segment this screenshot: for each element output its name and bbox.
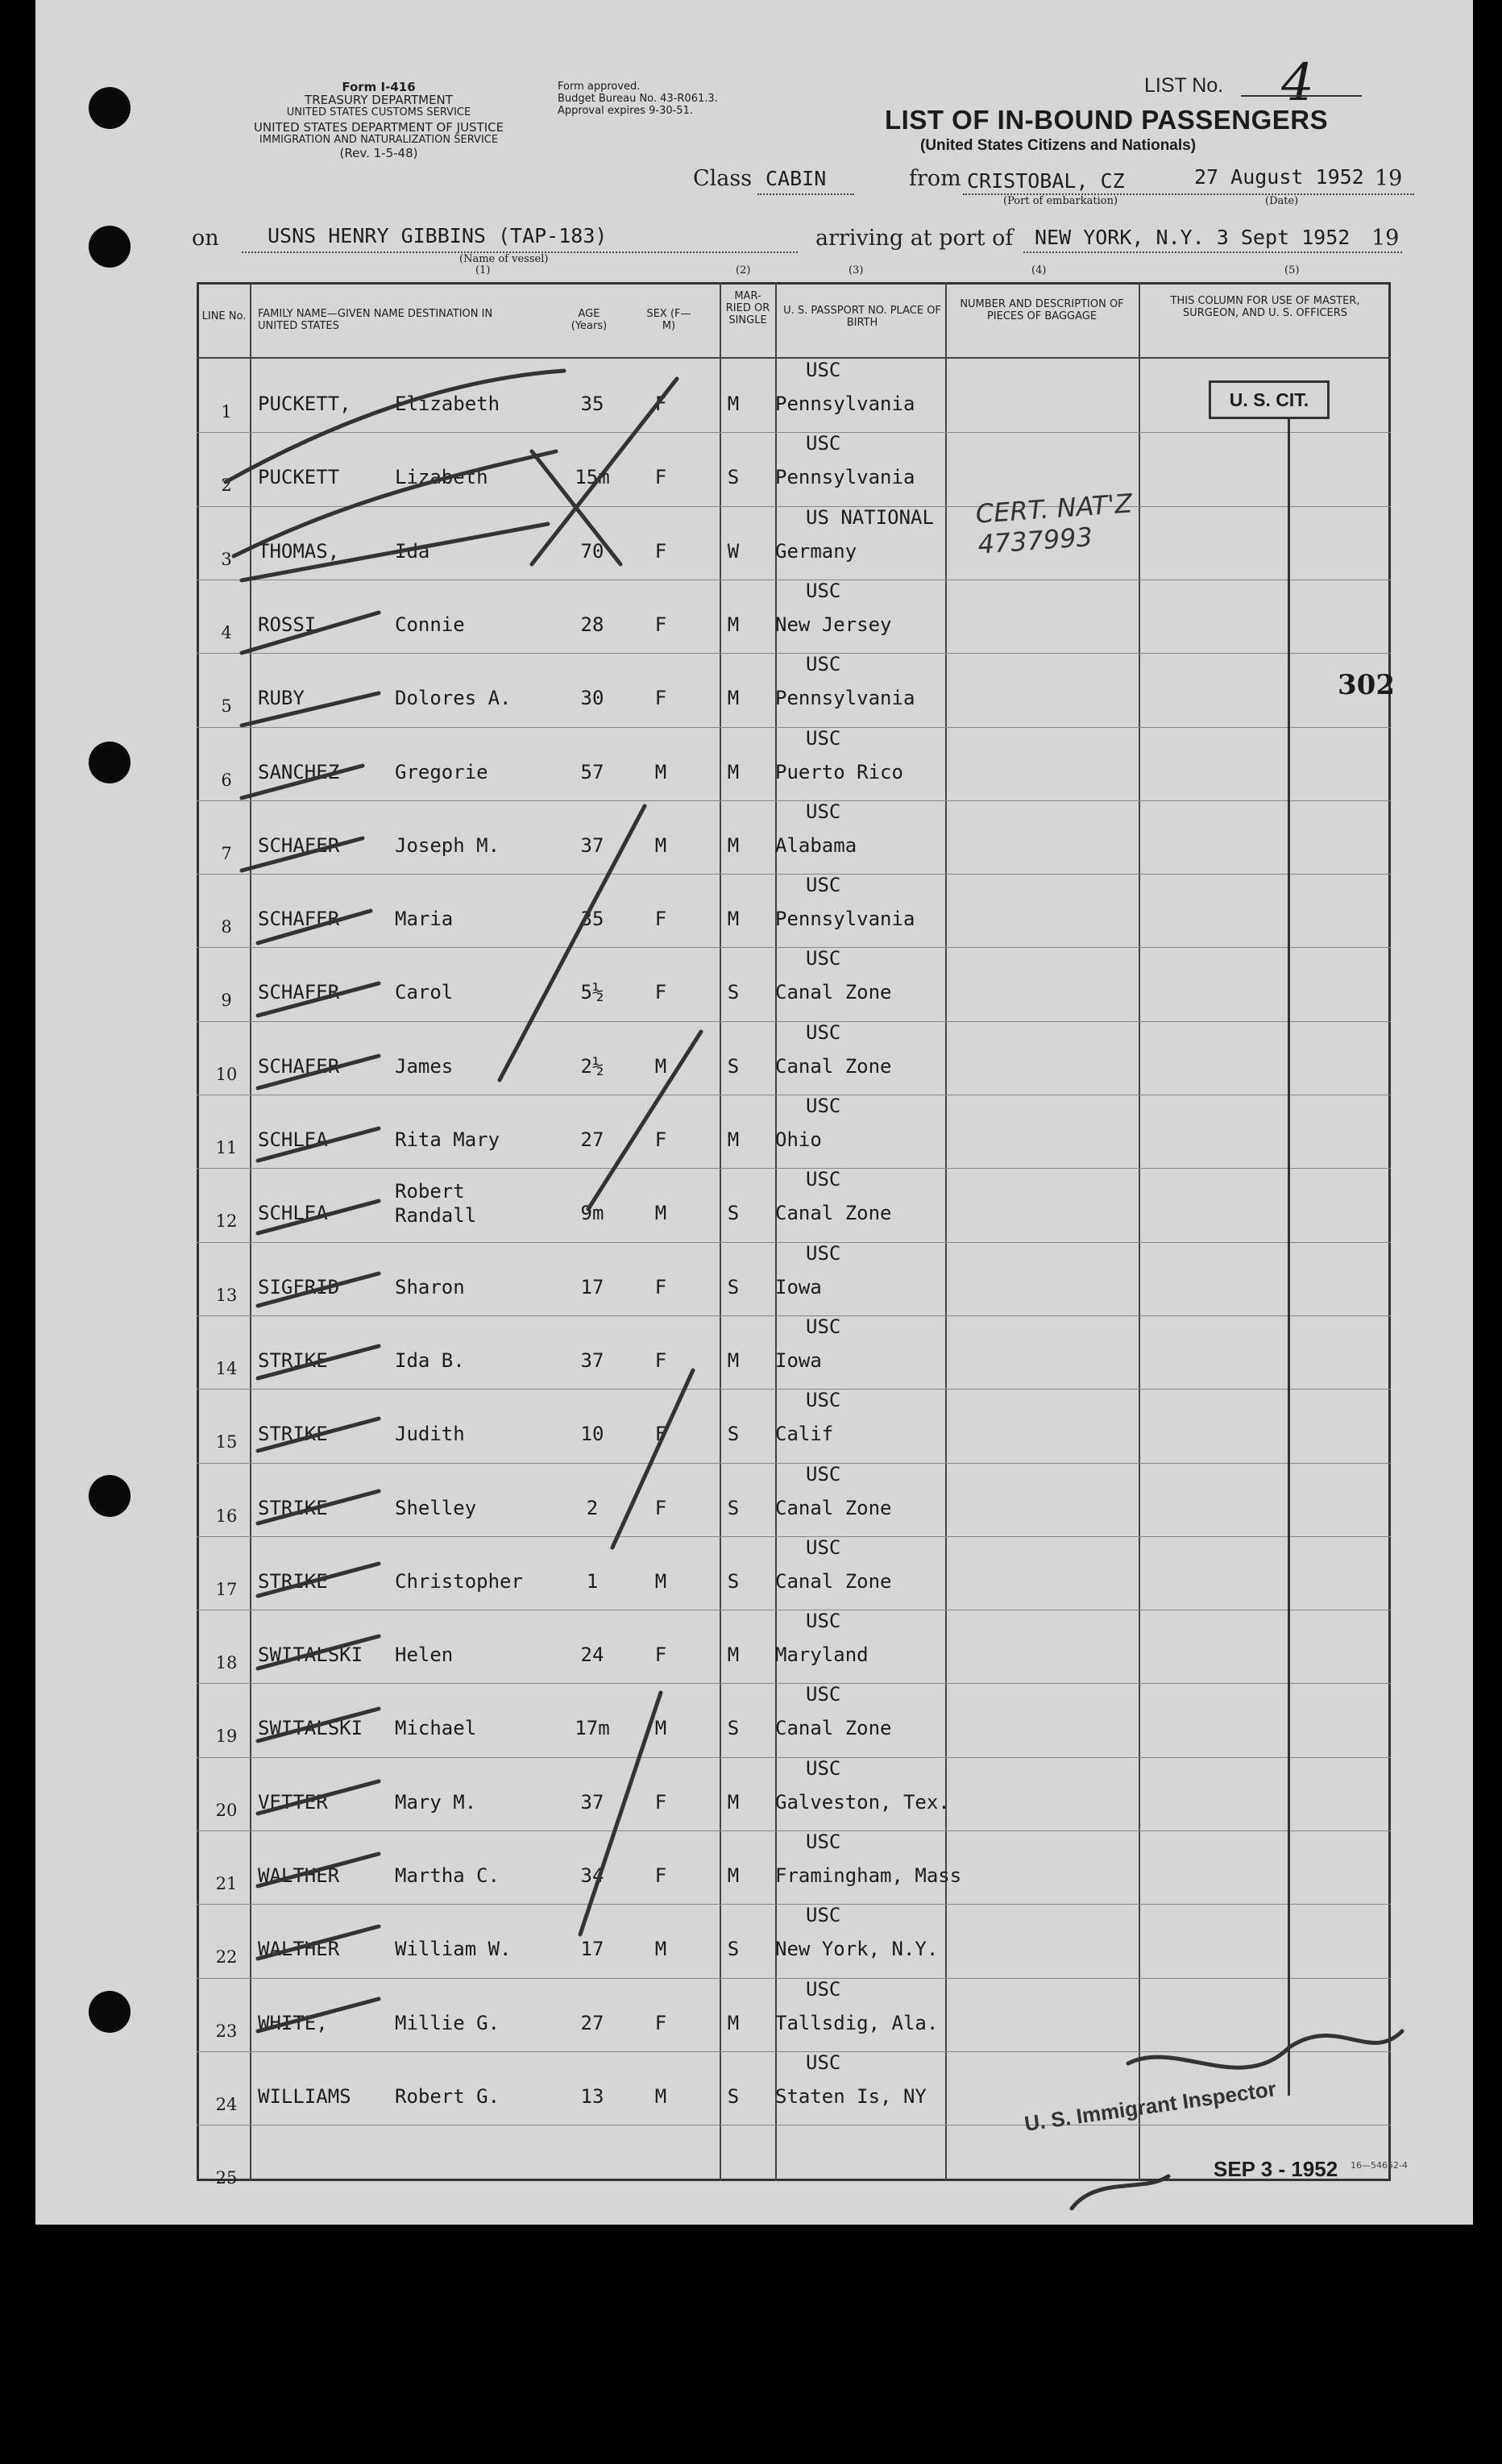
family-name: SCHAFER xyxy=(258,833,340,857)
page-title: LIST OF IN-BOUND PASSENGERS xyxy=(885,105,1329,135)
marital-status: S xyxy=(727,1938,740,1961)
age: 17m xyxy=(575,1717,610,1740)
marital-status: M xyxy=(727,1643,740,1667)
table-row xyxy=(0,1757,1502,1830)
line-number: 13 xyxy=(215,1285,238,1305)
given-name: Martha C. xyxy=(395,1864,500,1887)
column-check-line xyxy=(1288,419,1290,2096)
place-of-birth: Canal Zone xyxy=(775,1054,892,1078)
place-of-birth: New Jersey xyxy=(775,613,892,636)
marital-status: S xyxy=(727,1202,740,1225)
line-number: 21 xyxy=(215,1874,238,1893)
place-of-birth: New York, N.Y. xyxy=(775,1938,939,1961)
place-of-birth: Galveston, Tex. xyxy=(775,1790,950,1814)
cert-label: CERT. NAT'Z xyxy=(974,488,1134,530)
arrival-port: NEW YORK, N.Y. 3 Sept 1952 xyxy=(1035,226,1351,249)
table-row xyxy=(0,1904,1502,1977)
passport-status: USC xyxy=(806,947,841,970)
sex: F xyxy=(654,1496,667,1519)
marital-status: M xyxy=(727,1790,740,1814)
table-row xyxy=(0,1242,1502,1315)
age: 2½ xyxy=(580,1054,604,1078)
arrival-year: 19 xyxy=(1371,226,1400,251)
place-of-birth: Pennsylvania xyxy=(775,687,915,710)
list-number-label: LIST No. xyxy=(1144,74,1224,97)
age: 27 xyxy=(580,2011,604,2034)
place-of-birth: Iowa xyxy=(775,1275,822,1298)
given-name: Lizabeth xyxy=(395,466,488,489)
sex: F xyxy=(654,1790,667,1814)
class-underline xyxy=(757,193,854,195)
dept-justice: UNITED STATES DEPARTMENT OF JUSTICE xyxy=(253,120,504,135)
place-of-birth: Germany xyxy=(775,539,857,563)
given-name: Michael xyxy=(395,1717,477,1740)
family-name: VETTER xyxy=(258,1790,328,1814)
age: 28 xyxy=(580,613,604,636)
family-name: SWITALSKI xyxy=(258,1717,363,1740)
passport-status: USC xyxy=(806,1168,841,1191)
line-number: 19 xyxy=(215,1726,238,1747)
passport-status: USC xyxy=(806,874,841,897)
table-row xyxy=(0,1463,1502,1536)
family-name: WALTHER xyxy=(258,1938,340,1961)
age: 70 xyxy=(580,539,604,563)
marital-status: S xyxy=(727,2084,740,2108)
given-name: Maria xyxy=(395,908,454,931)
place-of-birth: Canal Zone xyxy=(775,1717,892,1740)
col-number-5: (5) xyxy=(1284,264,1300,276)
given-name: Sharon xyxy=(395,1275,465,1298)
col-header-baggage: NUMBER AND DESCRIPTION OF PIECES OF BAGGAGE xyxy=(960,298,1124,322)
place-of-birth: Alabama xyxy=(775,833,857,857)
col-header-line-no: LINE No. xyxy=(201,310,247,322)
passenger-count: 302 xyxy=(1338,669,1395,701)
line-number: 6 xyxy=(221,770,232,790)
given-name: Robert G. xyxy=(395,2084,500,2108)
passport-status: USC xyxy=(806,726,841,750)
col-header-passport: U. S. PASSPORT NO. PLACE OF BIRTH xyxy=(783,305,941,329)
form-revision: (Rev. 1-5-48) xyxy=(339,146,418,160)
table-row xyxy=(0,1683,1502,1756)
approval-line: Approval expires 9-30-51. xyxy=(558,105,693,117)
family-name: SCHAFER xyxy=(258,908,340,931)
approval-block xyxy=(558,81,718,117)
line-number: 9 xyxy=(221,991,232,1011)
family-name: WALTHER xyxy=(258,1864,340,1887)
date-stamp: SEP 3 - 1952 xyxy=(1214,2157,1338,2181)
sex: F xyxy=(654,466,667,489)
sex: M xyxy=(654,2084,667,2108)
line-number: 12 xyxy=(215,1211,238,1232)
port-embark-caption: (Port of embarkation) xyxy=(1003,195,1118,207)
col-header-name: FAMILY NAME—GIVEN NAME DESTINATION IN UNITED STATES xyxy=(258,308,493,332)
sex: M xyxy=(654,1054,667,1078)
marital-status: S xyxy=(727,1496,740,1519)
sex: F xyxy=(654,539,667,563)
printer-code: 16—54652-4 xyxy=(1351,2160,1408,2171)
line-number: 14 xyxy=(215,1358,238,1378)
family-name: STRIKE xyxy=(258,1348,328,1372)
marital-status: S xyxy=(727,1569,740,1593)
marital-status: M xyxy=(727,1864,740,1887)
col-number-1: (1) xyxy=(475,264,491,276)
departure-date: 27 August 1952 xyxy=(1194,165,1364,189)
age: 30 xyxy=(580,687,604,710)
passport-status: USC xyxy=(806,1020,841,1044)
sex: M xyxy=(654,833,667,857)
table-row xyxy=(0,1978,1502,2051)
family-name: STRIKE xyxy=(258,1496,328,1519)
passport-status: USC xyxy=(806,1977,841,2001)
family-name: THOMAS, xyxy=(258,539,340,563)
place-of-birth: Pennsylvania xyxy=(775,466,915,489)
place-of-birth: Pennsylvania xyxy=(775,908,915,931)
inspector-stamp: U. S. Immigrant Inspector xyxy=(1023,2076,1278,2136)
from-value: CRISTOBAL, CZ xyxy=(967,169,1125,193)
passport-status: USC xyxy=(806,1535,841,1559)
family-name: SCHAFER xyxy=(258,1054,340,1078)
marital-status: M xyxy=(727,393,740,415)
family-name: WHITE, xyxy=(258,2011,328,2034)
line-number: 3 xyxy=(221,549,232,569)
family-name: STRIKE xyxy=(258,1569,328,1593)
punch-hole xyxy=(89,87,131,129)
age: 57 xyxy=(580,760,604,783)
form-id: Form I-416 xyxy=(342,80,416,94)
age: 27 xyxy=(580,1128,604,1151)
line-number: 24 xyxy=(215,2094,238,2114)
place-of-birth: Staten Is, NY xyxy=(775,2084,927,2108)
place-of-birth: Framingham, Mass xyxy=(775,1864,962,1887)
line-number: 7 xyxy=(221,843,232,863)
passport-status: USC xyxy=(806,1904,841,1927)
marital-status: S xyxy=(727,981,740,1004)
line-number: 8 xyxy=(221,917,232,937)
line-number: 25 xyxy=(215,2168,238,2188)
place-of-birth: Canal Zone xyxy=(775,1202,892,1225)
line-number: 17 xyxy=(215,1579,238,1599)
sex: F xyxy=(654,1864,667,1887)
age: 13 xyxy=(580,2084,604,2108)
table-row xyxy=(0,1536,1502,1610)
place-of-birth: Iowa xyxy=(775,1348,822,1372)
age: 2 xyxy=(586,1496,599,1519)
passport-status: USC xyxy=(806,1241,841,1265)
age: 15m xyxy=(575,466,610,489)
given-name: Helen xyxy=(395,1643,454,1667)
place-of-birth: Tallsdig, Ala. xyxy=(775,2011,939,2034)
marital-status: S xyxy=(727,1054,740,1078)
table-row xyxy=(0,800,1502,874)
sex: M xyxy=(654,760,667,783)
family-name: SIGFRID xyxy=(258,1275,340,1298)
table-row xyxy=(0,1610,1502,1683)
marital-status: M xyxy=(727,1128,740,1151)
line-number: 5 xyxy=(221,696,232,717)
given-name: William W. xyxy=(395,1938,512,1961)
form-agency-block xyxy=(210,81,548,160)
approval-line: Form approved. xyxy=(558,81,641,93)
table-row xyxy=(0,580,1502,653)
line-number: 11 xyxy=(215,1138,238,1157)
list-number: 4 xyxy=(1281,53,1314,113)
sex: F xyxy=(654,1423,667,1446)
given-name: Shelley xyxy=(395,1496,477,1519)
marital-status: S xyxy=(727,1275,740,1298)
vessel-caption: (Name of vessel) xyxy=(459,253,549,265)
line-number: 20 xyxy=(215,1800,238,1820)
from-label: from xyxy=(909,166,961,191)
family-name: RUBY xyxy=(258,687,305,710)
passport-status: US NATIONAL xyxy=(806,505,934,529)
given-name: Judith xyxy=(395,1423,465,1446)
given-name: Mary M. xyxy=(395,1790,477,1814)
marital-status: W xyxy=(727,539,740,563)
given-name: Elizabeth xyxy=(395,393,500,415)
passport-status: USC xyxy=(806,1389,841,1412)
col-number-3: (3) xyxy=(849,264,864,276)
sex: F xyxy=(654,908,667,931)
marital-status: M xyxy=(727,1348,740,1372)
table-row xyxy=(0,1168,1502,1241)
line-number: 4 xyxy=(221,622,232,642)
passport-status: USC xyxy=(806,1315,841,1338)
place-of-birth: Calif xyxy=(775,1423,834,1446)
given-name: Joseph M. xyxy=(395,833,500,857)
dept-treasury: TREASURY DEPARTMENT xyxy=(305,93,453,107)
col-header-age: AGE (Years) xyxy=(571,308,608,332)
sex: M xyxy=(654,1202,667,1225)
sex: F xyxy=(654,2011,667,2034)
passport-status: USC xyxy=(806,1095,841,1117)
age: 37 xyxy=(580,1790,604,1814)
table-row xyxy=(0,727,1502,800)
passport-status: USC xyxy=(806,359,841,381)
line-number: 23 xyxy=(215,2021,238,2041)
marital-status: M xyxy=(727,760,740,783)
family-name: SCHLEA xyxy=(258,1202,328,1225)
sex: F xyxy=(654,1348,667,1372)
family-name: SCHAFER xyxy=(258,981,340,1004)
table-row xyxy=(0,1830,1502,1904)
line-number: 16 xyxy=(215,1506,238,1526)
family-name: SWITALSKI xyxy=(258,1643,363,1667)
arriving-label: arriving at port of xyxy=(815,226,1014,251)
date-caption: (Date) xyxy=(1265,195,1299,207)
given-name: Rita Mary xyxy=(395,1128,500,1151)
dept-justice-sub: IMMIGRATION AND NATURALIZATION SERVICE xyxy=(259,134,499,146)
naturalization-cert-note xyxy=(975,488,1135,559)
list-number-underline xyxy=(1241,95,1362,97)
marital-status: S xyxy=(727,1717,740,1740)
line-number: 22 xyxy=(215,1947,238,1967)
arrival-underline xyxy=(1023,251,1402,253)
passport-status: USC xyxy=(806,1830,841,1853)
sex: F xyxy=(654,613,667,636)
family-name: PUCKETT, xyxy=(258,393,351,415)
marital-status: M xyxy=(727,687,740,710)
marital-status: S xyxy=(727,1423,740,1446)
passport-status: USC xyxy=(806,800,841,823)
passport-status: USC xyxy=(806,1756,841,1780)
line-number: 1 xyxy=(221,402,232,422)
col-number-4: (4) xyxy=(1031,264,1047,276)
marital-status: S xyxy=(727,466,740,489)
family-name: SANCHEZ xyxy=(258,760,340,783)
marital-status: M xyxy=(727,613,740,636)
given-name: Carol xyxy=(395,981,454,1004)
sex: F xyxy=(654,393,667,415)
passport-status: USC xyxy=(806,1462,841,1485)
age: 5½ xyxy=(580,981,604,1004)
passport-status: USC xyxy=(806,1683,841,1706)
sex: F xyxy=(654,1643,667,1667)
table-row xyxy=(0,653,1502,726)
age: 10 xyxy=(580,1423,604,1446)
place-of-birth: Canal Zone xyxy=(775,981,892,1004)
age: 35 xyxy=(580,908,604,931)
line-number: 15 xyxy=(215,1432,238,1452)
page-subtitle: (United States Citizens and Nationals) xyxy=(920,137,1197,154)
class-label: Class xyxy=(693,166,753,191)
col-header-married: MAR-RIED OR SINGLE xyxy=(725,290,770,326)
family-name: PUCKETT xyxy=(258,466,340,489)
vessel-name: USNS HENRY GIBBINS (TAP-183) xyxy=(268,224,608,247)
sex: F xyxy=(654,981,667,1004)
age: 37 xyxy=(580,1348,604,1372)
on-label: on xyxy=(192,226,219,251)
passport-status: USC xyxy=(806,2051,841,2074)
age: 17 xyxy=(580,1275,604,1298)
sex: F xyxy=(654,1275,667,1298)
marital-status: M xyxy=(727,2011,740,2034)
table-row xyxy=(0,1315,1502,1389)
family-name: ROSSI xyxy=(258,613,317,636)
place-of-birth: Canal Zone xyxy=(775,1496,892,1519)
given-name: Connie xyxy=(395,613,465,636)
line-number: 2 xyxy=(221,476,232,496)
year-prefix: 19 xyxy=(1375,166,1403,191)
place-of-birth: Canal Zone xyxy=(775,1569,892,1593)
col-number-2: (2) xyxy=(736,264,751,276)
family-name: STRIKE xyxy=(258,1423,328,1446)
age: 9m xyxy=(580,1202,604,1225)
sex: M xyxy=(654,1569,667,1593)
line-number: 18 xyxy=(215,1653,238,1673)
punch-hole xyxy=(89,226,131,268)
passport-status: USC xyxy=(806,1610,841,1633)
table-row xyxy=(0,1095,1502,1168)
table-row xyxy=(0,947,1502,1020)
given-name: Ida xyxy=(395,539,430,563)
place-of-birth: Puerto Rico xyxy=(775,760,903,783)
table-row xyxy=(0,1389,1502,1462)
passport-status: USC xyxy=(806,579,841,602)
family-name: SCHLEA xyxy=(258,1128,328,1151)
given-name: Christopher xyxy=(395,1569,523,1593)
place-of-birth: Maryland xyxy=(775,1643,869,1667)
table-row xyxy=(0,2051,1502,2125)
table-row xyxy=(0,1021,1502,1095)
table-row xyxy=(0,874,1502,947)
age: 35 xyxy=(580,393,604,415)
given-name: James xyxy=(395,1054,454,1078)
family-name: WILLIAMS xyxy=(258,2084,351,2108)
us-citizen-stamp: U. S. CIT. xyxy=(1209,380,1330,419)
place-of-birth: Ohio xyxy=(775,1128,822,1151)
cert-number: 4737993 xyxy=(977,521,1094,560)
col-header-officers: THIS COLUMN FOR USE OF MASTER, SURGEON, AND U. S. OFFICERS xyxy=(1170,295,1360,319)
line-number: 10 xyxy=(215,1064,238,1084)
given-name: Gregorie xyxy=(395,760,488,783)
sex: F xyxy=(654,1128,667,1151)
passport-status: USC xyxy=(806,653,841,676)
dept-treasury-sub: UNITED STATES CUSTOMS SERVICE xyxy=(286,106,471,118)
passport-status: USC xyxy=(806,432,841,455)
age: 34 xyxy=(580,1864,604,1887)
given-name: Ida B. xyxy=(395,1348,465,1372)
col-header-sex: SEX (F—M) xyxy=(646,308,691,332)
table-row xyxy=(0,506,1502,580)
age: 24 xyxy=(580,1643,604,1667)
table-row xyxy=(0,432,1502,505)
age: 17 xyxy=(580,1938,604,1961)
sex: M xyxy=(654,1717,667,1740)
given-name: Millie G. xyxy=(395,2011,500,2034)
sex: M xyxy=(654,1938,667,1961)
given-name: Dolores A. xyxy=(395,687,512,710)
sex: F xyxy=(654,687,667,710)
age: 1 xyxy=(586,1569,599,1593)
given-name: Robert Randall xyxy=(395,1180,477,1228)
marital-status: M xyxy=(727,908,740,931)
marital-status: M xyxy=(727,833,740,857)
class-value: CABIN xyxy=(766,167,827,190)
place-of-birth: Pennsylvania xyxy=(775,393,915,415)
age: 37 xyxy=(580,833,604,857)
approval-line: Budget Bureau No. 43-R061.3. xyxy=(558,93,718,105)
